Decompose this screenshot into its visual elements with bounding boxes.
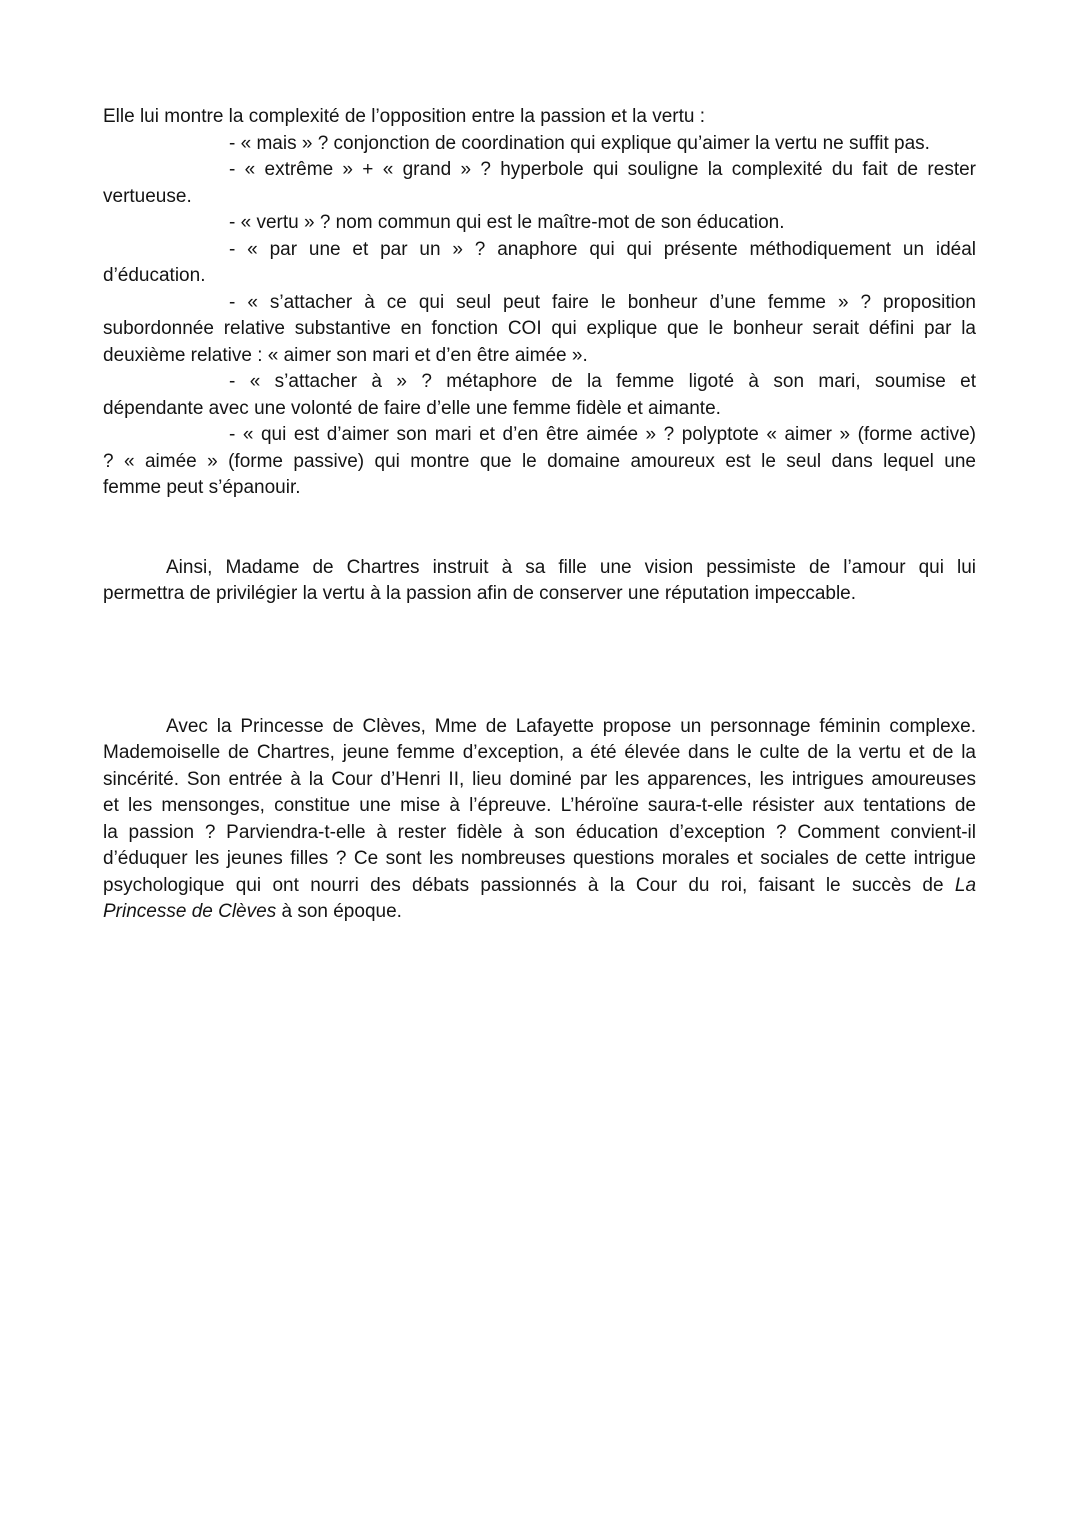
analysis-section: [103, 104, 976, 502]
analysis-item-polyptote-line3: femme peut s’épanouir.: [103, 477, 301, 498]
conclusion-line1: Avec la Princesse de Clèves, Mme de Lafayette propose un personnage féminin complexe.: [166, 715, 976, 737]
conclusion-line8-title: Princesse de Clèves: [103, 901, 277, 922]
analysis-intro: Elle lui montre la complexité de l’opposition entre la passion et la vertu :: [103, 106, 705, 127]
analysis-item-polyptote-line1: - « qui est d’aimer son mari et d’en être aimée » ? polyptote « aimer » (forme active): [229, 424, 976, 445]
conclusion-line2: Mademoiselle de Chartres, jeune femme d’exception, a été élevée dans le culte de la vertu et de la: [103, 742, 976, 763]
analysis-item-vertu: - « vertu » ? nom commun qui est le maître-mot de son éducation.: [229, 212, 785, 233]
conclusion-line7: [103, 873, 976, 900]
conclusion-line3: sincérité. Son entrée à la Cour d’Henri II, lieu dominé par les apparences, les intrigues amoureuses: [103, 768, 976, 790]
partial-conclusion: [103, 555, 976, 608]
analysis-item-relative-line2: subordonnée relative substantive en fonction COI qui explique que le bonheur serait défini par la: [103, 318, 976, 339]
conclusion-line5: la passion ? Parviendra-t-elle à rester fidèle à son éducation d’exception ? Comment convient-il: [103, 821, 976, 843]
partial-conclusion-line2: permettra de privilégier la vertu à la passion afin de conserver une réputation impeccable.: [103, 583, 857, 604]
analysis-item-mais: - « mais » ? conjonction de coordination qui explique qu’aimer la vertu ne suffit pas.: [229, 132, 930, 154]
document-page: [103, 104, 976, 926]
conclusion-line4: et les mensonges, constitue une mise à l’épreuve. L’héroïne saura-t-elle résister aux tentations de: [103, 795, 976, 816]
analysis-item-relative-line1: - « s’attacher à ce qui seul peut faire le bonheur d’une femme » ? proposition: [229, 291, 976, 313]
final-conclusion: [103, 714, 976, 926]
conclusion-line7-title: La: [954, 874, 977, 896]
analysis-item-relative-line3: deuxième relative : « aimer son mari et d’en être aimée ».: [103, 344, 588, 366]
conclusion-line7-text: psychologique qui ont nourri des débats passionnés à la Cour du roi, faisant le succès de: [103, 874, 944, 896]
conclusion-line8-text: à son époque.: [276, 901, 402, 922]
analysis-item-anaphore-line2: d’éducation.: [103, 265, 206, 286]
analysis-item-anaphore-line1: - « par une et par un » ? anaphore qui qui présente méthodiquement un idéal: [229, 238, 976, 260]
analysis-item-polyptote-line2: ? « aimée » (forme passive) qui montre que le domaine amoureux est le seul dans lequel une: [103, 450, 976, 472]
partial-conclusion-line1: Ainsi, Madame de Chartres instruit à sa fille une vision pessimiste de l’amour qui lui: [166, 556, 976, 578]
conclusion-line6: d’éduquer les jeunes filles ? Ce sont les nombreuses questions morales et sociales de cette intrigue: [103, 848, 976, 869]
conclusion-line8: [103, 899, 976, 926]
analysis-item-metaphore-line1: - « s’attacher à » ? métaphore de la femme ligoté à son mari, soumise et: [229, 371, 976, 392]
analysis-item-hyperbole-line2: vertueuse.: [103, 185, 192, 207]
analysis-item-hyperbole-line1: - « extrême » + « grand » ? hyperbole qui souligne la complexité du fait de rester: [229, 159, 976, 180]
analysis-item-metaphore-line2: dépendante avec une volonté de faire d’elle une femme fidèle et aimante.: [103, 397, 721, 419]
